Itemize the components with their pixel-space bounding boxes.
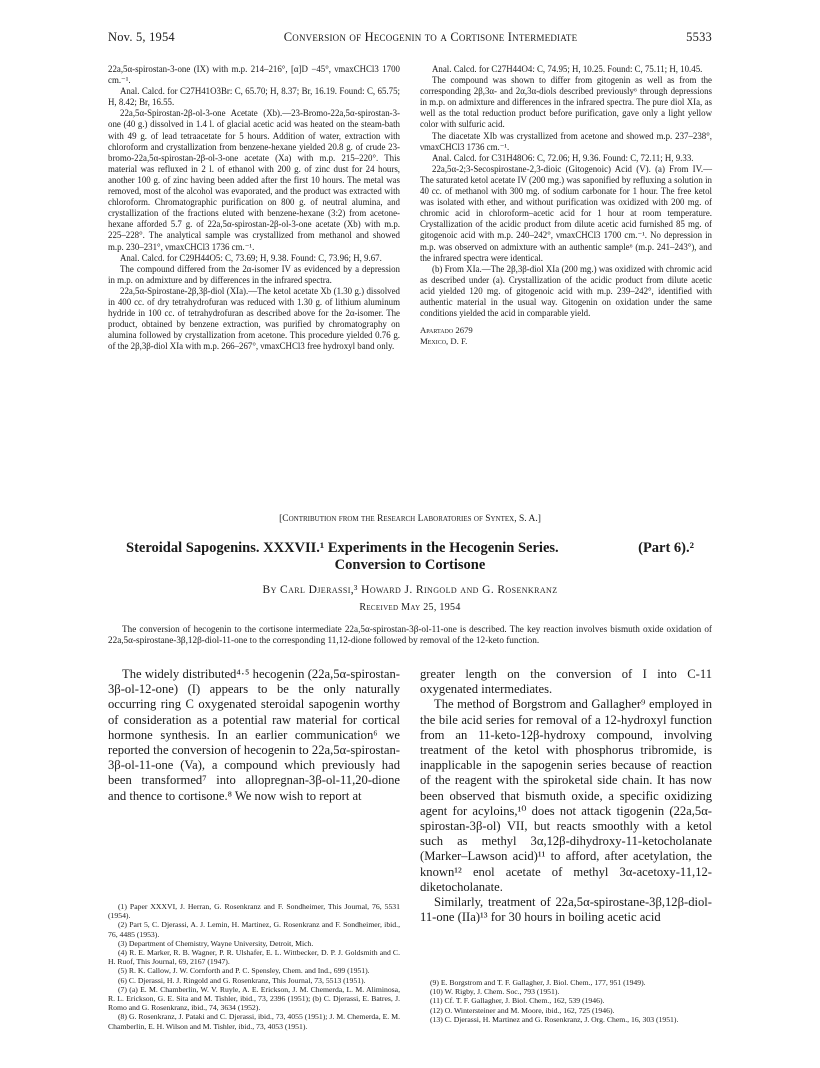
analysis-paragraph: Anal. Calcd. for C27H44O4: C, 74.95; H, 10.25. Found: C, 75.11; H, 10.45. (432, 64, 703, 74)
footnote: (1) Paper XXXVI, J. Herran, G. Rosenkranz and F. Sondheimer, This Journal, 76, 5531 (1954). (108, 902, 400, 921)
address-line: Mexico, D. F. (420, 336, 468, 347)
body-left-column (108, 667, 400, 804)
paragraph: The method of Borgstrom and Gallagher⁹ employed in the bile acid series for removal of a 12-hydroxyl function from an 11-keto-12β-hydroxy compound, involving treatment of the ketol with phosphorus tribromide, is inapplicable in the sapogenin series because of reaction of the reagent with the spiroketal side chain. It has now been observed that bismuth oxide, a specific oxidizing agent for acyloins,¹⁰ does not attack tigogenin (22a,5α-spirostan-3β-ol) VII, but reacts smoothly with a ketol such as methyl 3α,12β-dihydroxy-11-ketocholanate (Marker–Lawson acid)¹¹ to afford, after acetylation, the known¹² enol acetate of methyl 3α-acetoxy-11,12-diketocholanate. (420, 697, 712, 894)
footnote: (7) (a) E. M. Chamberlin, W. V. Ruyle, A. E. Erickson, J. M. Chemerda, L. M. Aliminosa, R. L. Erickson, G. E. Sita and M. Tishler, ibid., 73, 2396 (1951); (b) C. Djerassi, E. Batres, J. Romo and G. Rosenkranz, ibid., 74, 3634 (1952). (108, 984, 400, 1013)
footnote: (9) E. Borgstrom and T. F. Gallagher, J. Biol. Chem., 177, 951 (1949). (430, 978, 646, 987)
address-signature (420, 325, 712, 347)
footnote: (10) W. Rigby, J. Chem. Soc., 793 (1951). (430, 987, 560, 997)
footnote: (11) Cf. T. F. Gallagher, J. Biol. Chem., 162, 539 (1946). (430, 996, 605, 1006)
footnote: (12) O. Wintersteiner and M. Moore, ibid., 162, 725 (1946). (430, 1005, 615, 1015)
paragraph: The compound was shown to differ from gitogenin as well as from the corresponding 2β,3α- and 2α,3α-diols described previously⁶ through depressions in m.p. on admixture and differences in the infrared spectra. The pure diol XIa, as well as the total reduction product before purification, gave only a light yellow color with sulfuric acid. (420, 75, 712, 130)
paragraph: The widely distributed⁴·⁵ hecogenin (22a,5α-spirostan-3β-ol-12-one) (I) appears to be the only naturally occurring ring C oxygenated steroidal sapogenin worthy of consideration as a potential raw material for cortical hormone synthesis. In an earlier communication⁶ we reported the conversion of hecogenin to 22a,5α-spirostan-3β-ol-11-one (Va), a compound which previously had been transformed⁷ into allopregnan-3β-ol-11,20-dione and thence to cortisone.⁸ We now wish to report at (108, 667, 400, 803)
title-line-2: Conversion to Cortisone (334, 557, 486, 573)
received-date: Received May 25, 1954 (359, 602, 461, 613)
footnote: (2) Part 5, C. Djerassi, A. J. Lemin, H. Martinez, G. Rosenkranz and F. Sondheimer, ibid., 76, 4485 (1953). (108, 920, 400, 939)
footnote: (3) Department of Chemistry, Wayne University, Detroit, Mich. (118, 938, 314, 948)
paragraph: 22a,5α-Spirostane-2β,3β-diol (XIa).—The ketol acetate Xb (1.30 g.) dissolved in 400 cc. of dry tetrahydrofuran was reduced with 1.30 g. of lithium aluminum hydride in 100 cc. of tetrahydrofuran as described above for the 2α-isomer. The product, obtained by benzene extraction, was purified by chromatography on alumina followed by crystallization from acetone. This procedure yielded 0.76 g. of the 2β,3β-diol XIa with m.p. 266–267°, νmaxCHCl3 free hydroxyl band only. (108, 285, 400, 352)
author-line: By Carl Djerassi,³ Howard J. Ringold and G. Rosenkranz (262, 584, 558, 596)
analysis-paragraph: Anal. Calcd. for C31H48O6: C, 72.06; H, 9.36. Found: C, 72.11; H, 9.33. (432, 152, 694, 163)
issue-date: Nov. 5, 1954 (108, 30, 175, 44)
paragraph: The compound differed from the 2α-isomer IV as evidenced by a depression in m.p. on admixture and by differences in the infrared spectra. (108, 263, 400, 285)
footnote: (4) R. E. Marker, R. B. Wagner, P. R. Ulshafer, E. L. Wittbecker, D. P. J. Goldsmith and C. H. Ruof, This Journal, 69, 2167 (1947). (108, 948, 400, 967)
paragraph: 22a,5α-2;3-Secospirostane-2,3-dioic (Gitogenoic) Acid (V). (a) From IV.—The saturated ketol acetate IV (200 mg.) was saponified by refluxing a solution in 40 cc. of methanol with 300 mg. of sodium carbonate for 1 hour. The free ketol was isolated with ether, and without purification was oxidized with 200 mg. of chromic acid in chloroform–acetic acid for 1 hour at room temperature. Crystallization of the acidic product from dilute acetic acid furnished 85 mg. of gitogenoic acid with m.p. 240–242°, νmaxCHCl3 1700 cm.⁻¹. No depression in m.p. was observed on admixture with an authentic sample⁶ (m.p. 241–243°), and the infrared spectra were identical. (420, 163, 712, 263)
paragraph: Similarly, treatment of 22a,5α-spirostane-3β,12β-diol-11-one (IIa)¹³ for 30 hours in boiling acetic acid (420, 895, 712, 925)
contribution-text: [Contribution from the Research Laboratories of Syntex, S. A.] (279, 514, 541, 524)
contribution-line (108, 514, 712, 524)
title-line-1 (108, 540, 712, 557)
footnote: (13) C. Djerassi, H. Martinez and G. Rosenkranz, J. Org. Chem., 16, 303 (1951). (430, 1014, 679, 1024)
footnote: (8) G. Rosenkranz, J. Pataki and C. Djerassi, ibid., 73, 4055 (1951); J. M. Chemerda, E. M. Chamberlin, E. H. Wilson and M. Tishler, ibid., 73, 4053 (1951). (108, 1012, 400, 1031)
title-part: (Part 6).² (638, 540, 694, 556)
paragraph: 22a,5α-spirostan-3-one (IX) with m.p. 214–216°, [α]D −45°, νmaxCHCl3 1700 cm.⁻¹. (108, 64, 400, 86)
analysis-paragraph: Anal. Calcd. for C29H44O5: C, 73.69; H, 9.38. Found: C, 73.96; H, 9.67. (120, 252, 382, 263)
abstract: The conversion of hecogenin to the cortisone intermediate 22a,5α-spirostan-3β-ol-11-one is described. The key reaction involves bismuth oxide oxidation of 22a,5α-spirostane-3β,12β-diol-11-one to the corresponding 11,12-dione followed by removal of the 12-keto function. (108, 624, 712, 646)
footnote: (6) C. Djerassi, H. J. Ringold and G. Rosenkranz, This Journal, 73, 5513 (1951). (118, 975, 366, 985)
footnotes-right (420, 978, 712, 1024)
paragraph: (b) From XIa.—The 2β,3β-diol XIa (200 mg.) was oxidized with chromic acid as described under (a). Crystallization of the acidic product from dilute acetic acid yielded 120 mg. of gitogenoic acid with m.p. 239–242°, identified with authentic material in the usual way. Gitogenin on oxidation under the same conditions yielded the acid in comparable yield. (420, 263, 712, 319)
running-header (108, 30, 712, 45)
paragraph: greater length on the conversion of I into C-11 oxygenated intermediates. (420, 667, 712, 697)
analysis-paragraph: Anal. Calcd. for C27H41O3Br: C, 65.70; H, 8.37; Br, 16.19. Found: C, 65.75; H, 8.42; Br, 16.55. (108, 86, 400, 108)
experimental-left-column (108, 64, 400, 352)
paragraph: 22a,5α-Spirostan-2β-ol-3-one Acetate (Xb).—23-Bromo-22a,5α-spirostan-3-one (40 g.) dissolved in 1.4 l. of glacial acetic acid was heated on the steam-bath with 49 g. of lead tetraacetate for 5 hours. Addition of water, extraction with chloroform and crystallization from benzene-hexane yielded 20.8 g. of crude 23-bromo-22a,5α-spirostan-2β-ol-3-one acetate (Xa) with m.p. 215–220°. This material was refluxed in 2 l. of ethanol with 200 g. of zinc dust for 24 hours, another 100 g. of zinc having been added after the first 10 hours. The metal was removed, most of the alcohol was evaporated, and the product was extracted with chloroform. Chromatographic purification on 800 g. of neutral alumina, and crystallization of the fractions eluted with benzene-hexane (3:2) from acetone-hexane afforded 5.7 g. of 22a,5α-spirostan-2β-ol-3-one acetate (Xb) with m.p. 225–228°. The analytical sample was crystallized from methanol and showed m.p. 230–231°, νmaxCHCl3 1736 cm.⁻¹. (108, 108, 400, 252)
page-number: 5533 (686, 30, 712, 44)
footnote: (5) R. K. Callow, J. W. Cornforth and P. C. Spensley, Chem. and Ind., 699 (1951). (118, 966, 370, 976)
title-main: Steroidal Sapogenins. XXXVII.¹ Experiments in the Hecogenin Series. (126, 540, 559, 556)
article-title (108, 540, 712, 574)
address-line: Apartado 2679 (420, 325, 473, 336)
paragraph: The diacetate XIb was crystallized from acetone and showed m.p. 237–238°, νmaxCHCl3 1736 cm.⁻¹. (420, 130, 712, 152)
running-title: Conversion of Hecogenin to a Cortisone Intermediate (283, 30, 578, 44)
experimental-right-column (420, 64, 712, 347)
footnotes-left (108, 902, 400, 1031)
body-right-column (420, 667, 712, 925)
